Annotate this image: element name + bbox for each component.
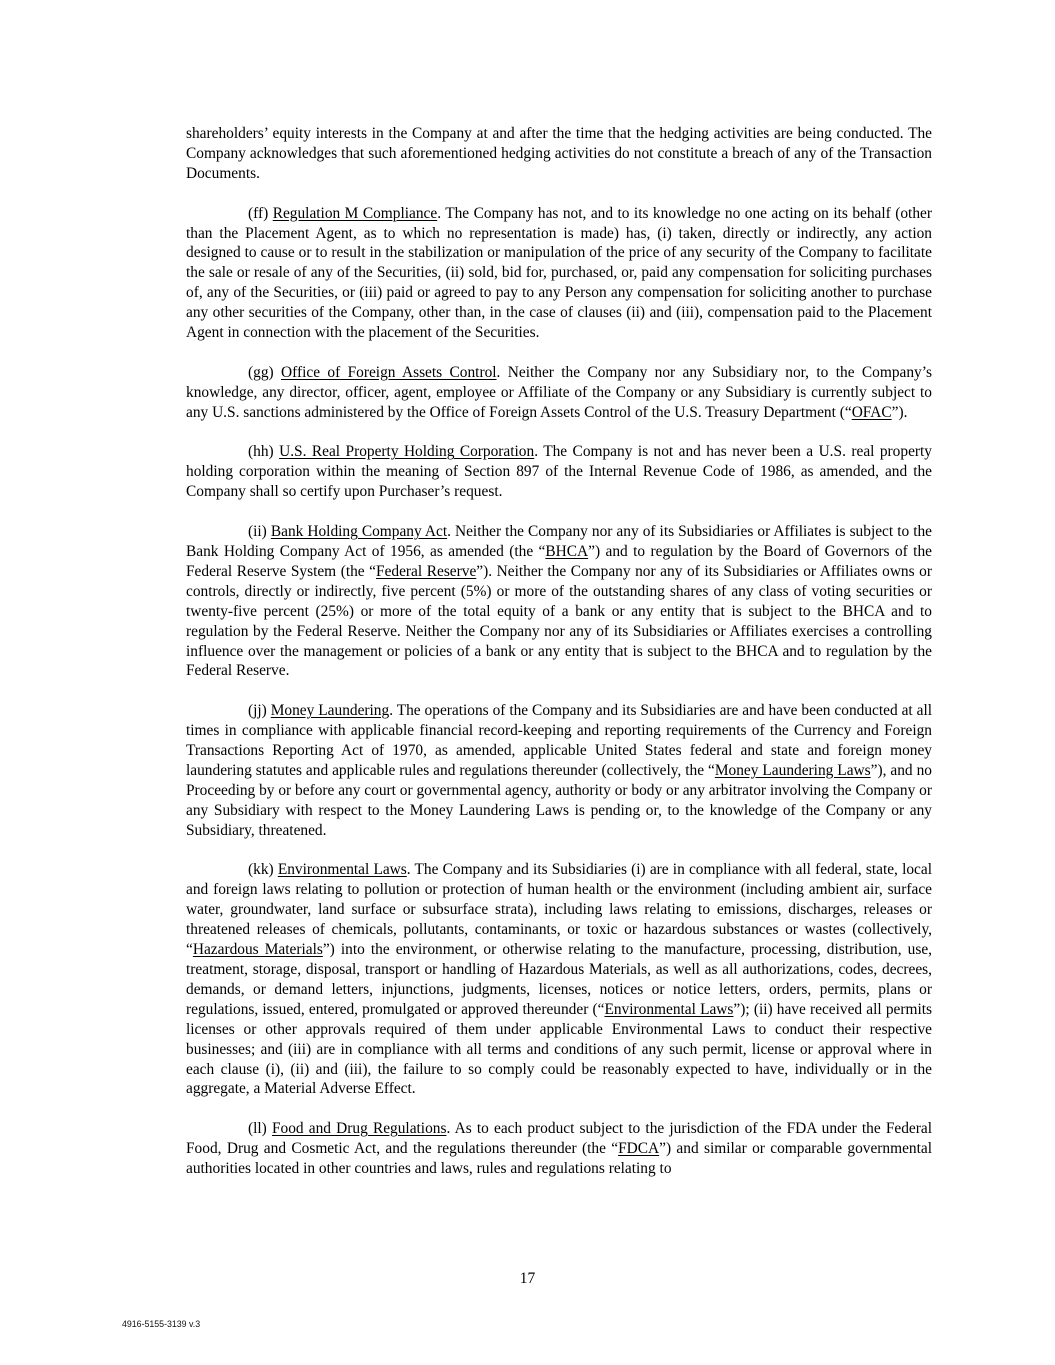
defined-term: Money Laundering Laws — [714, 761, 871, 779]
paragraph-text: . As to each product subject to the jurisdiction of the FDA under the Federal Food, Drug and Cosmetic Act, and the regulations thereunder (the “ — [186, 1120, 932, 1158]
paragraph-text: shareholders’ equity interests in the Company at and after the time that the hedging activities are being conducted. The Company acknowledges that such aforementioned hedging activities do not constitute a breach of any of the Transaction Documents. — [186, 125, 932, 182]
defined-term: FDCA — [618, 1140, 660, 1158]
section-label: (ff) — [248, 204, 273, 222]
paragraph-text: . The Company and its Subsidiaries (i) are in compliance with all federal, state, local and foreign laws relating to pollution or protection of human health or the environment (including ambient air, surface water, groundwater, land surface or subsurface strata), including laws relating to emissions, discharges, releases or threatened releases of chemicals, pollutants, contaminants, or toxic or hazardous substances or wastes (collectively, “ — [186, 861, 932, 959]
paragraph-text: . The operations of the Company and its Subsidiaries are and have been conducted at all times in compliance with applicable financial record-keeping and reporting requirements of the Currency and Foreign Transactions Reporting Act of 1970, as amended, applicable United States federal and state and foreign money laundering statutes and applicable rules and regulations thereunder (collectively, the “ — [186, 702, 932, 779]
paragraph-text: ”); (ii) have received all permits licenses or other approvals required of them under applicable Environmental Laws to conduct their respective businesses; and (iii) are in compliance with all terms and conditions of any such permit, license or approval where in each clause (i), (ii) and (iii), the failure to so comply could be reasonably expected to have, individually or in the aggregate, a Material Adverse Effect. — [186, 1000, 932, 1098]
paragraph-text: . The Company is not and has never been a U.S. real property holding corporation within the meaning of Section 897 of the Internal Revenue Code of 1986, as amended, and the Company shall so certify upon Purchaser’s request. — [186, 443, 932, 501]
section-label: (ll) — [248, 1120, 272, 1138]
section-ii-bank-holding — [186, 522, 932, 681]
paragraph-text: ”). Neither the Company nor any of its Subsidiaries or Affiliates owns or controls, directly or indirectly, five percent (5%) or more of the outstanding shares of any class of voting securities or twenty-five percent (25%) or more of the total equity of a bank or any entity that is subject to the BHCA and to regulation by the Federal Reserve. Neither the Company nor any of its Subsidiaries or Affiliates exercises a controlling influence over the management or policies of a bank or any entity that is subject to the BHCA and to regulation by the Federal Reserve. — [186, 562, 932, 680]
section-label: (hh) — [248, 443, 280, 461]
paragraph-intro — [186, 124, 932, 184]
section-heading: Bank Holding Company Act — [270, 523, 448, 541]
page-number: 17 — [519, 1270, 536, 1287]
paragraph-text: ”) and to regulation by the Board of Governors of the Federal Reserve System (the “ — [186, 542, 932, 580]
section-label: (kk) — [248, 861, 278, 879]
section-gg-ofac — [186, 363, 932, 423]
section-heading: Food and Drug Regulations — [271, 1120, 447, 1138]
defined-term: OFAC — [851, 403, 892, 421]
paragraph-text: . Neither the Company nor any of its Subsidiaries or Affiliates is subject to the Bank Holding Company Act of 1956, as amended (the “ — [186, 523, 932, 560]
paragraph-text: . Neither the Company nor any Subsidiary nor, to the Company’s knowledge, any director, officer, agent, employee or Affiliate of the Company or any Subsidiary is currently subject to any U.S. sanctions administered by the Office of Foreign Assets Control of the U.S. Treasury Department (“ — [186, 363, 932, 421]
section-heading: Environmental Laws — [277, 861, 407, 879]
defined-term: Hazardous Materials — [192, 941, 323, 959]
paragraph-text: ”). — [891, 403, 908, 421]
document-id: 4916-5155-3139 v.3 — [122, 1319, 201, 1329]
defined-term: BHCA — [545, 542, 589, 560]
defined-term: Federal Reserve — [376, 562, 477, 580]
paragraph-text: ”), and no Proceeding by or before any court or governmental agency, authority or body or any arbitrator involving the Company or any Subsidiary with respect to the Money Laundering Laws is pending or, to the knowledge of the Company or any Subsidiary, threatened. — [186, 761, 932, 839]
document-body — [186, 124, 932, 1199]
paragraph-text: ”) and similar or comparable governmental authorities located in other countries and laws, rules and regulations relating to — [186, 1140, 932, 1178]
section-label: (gg) — [248, 363, 282, 381]
section-hh-real-property — [186, 442, 932, 502]
section-heading: Money Laundering — [270, 702, 390, 720]
section-heading: Office of Foreign Assets Control — [281, 363, 497, 381]
section-heading: Regulation M Compliance — [272, 204, 438, 222]
paragraph-text: ”) into the environment, or otherwise relating to the manufacture, processing, distribution, use, treatment, storage, disposal, transport or handling of Hazardous Materials, as well as all authorizations, codes, decrees, demands, or demand letters, injunctions, judgments, licenses, notices or notice letters, orders, permits, plans or regulations, issued, entered, promulgated or approved thereunder (“ — [186, 941, 932, 1018]
section-ll-food-drug — [186, 1119, 932, 1179]
section-kk-environmental — [186, 860, 932, 1099]
section-label: (jj) — [248, 702, 271, 720]
section-label: (ii) — [248, 523, 271, 541]
paragraph-text: . The Company has not, and to its knowledge no one acting on its behalf (other than the Placement Agent, as to which no representation is made) has, (i) taken, directly or indirectly, any action designed to cause or to result in the stabilization or manipulation of the price of any security of the Company to facilitate the sale or resale of any of the Securities, (ii) sold, bid for, purchased, or, paid any compensation for soliciting purchases of, any of the Securities, or (iii) paid or agreed to pay to any Person any compensation for soliciting another to purchase any other securities of the Company, other than, in the case of clauses (ii) and (iii), compensation paid to the Placement Agent in connection with the placement of the Securities. — [186, 204, 932, 342]
defined-term: Environmental Laws — [604, 1000, 734, 1018]
section-heading: U.S. Real Property Holding Corporation — [279, 443, 535, 461]
section-jj-money-laundering — [186, 701, 932, 840]
section-ff-regulation-m — [186, 204, 932, 343]
